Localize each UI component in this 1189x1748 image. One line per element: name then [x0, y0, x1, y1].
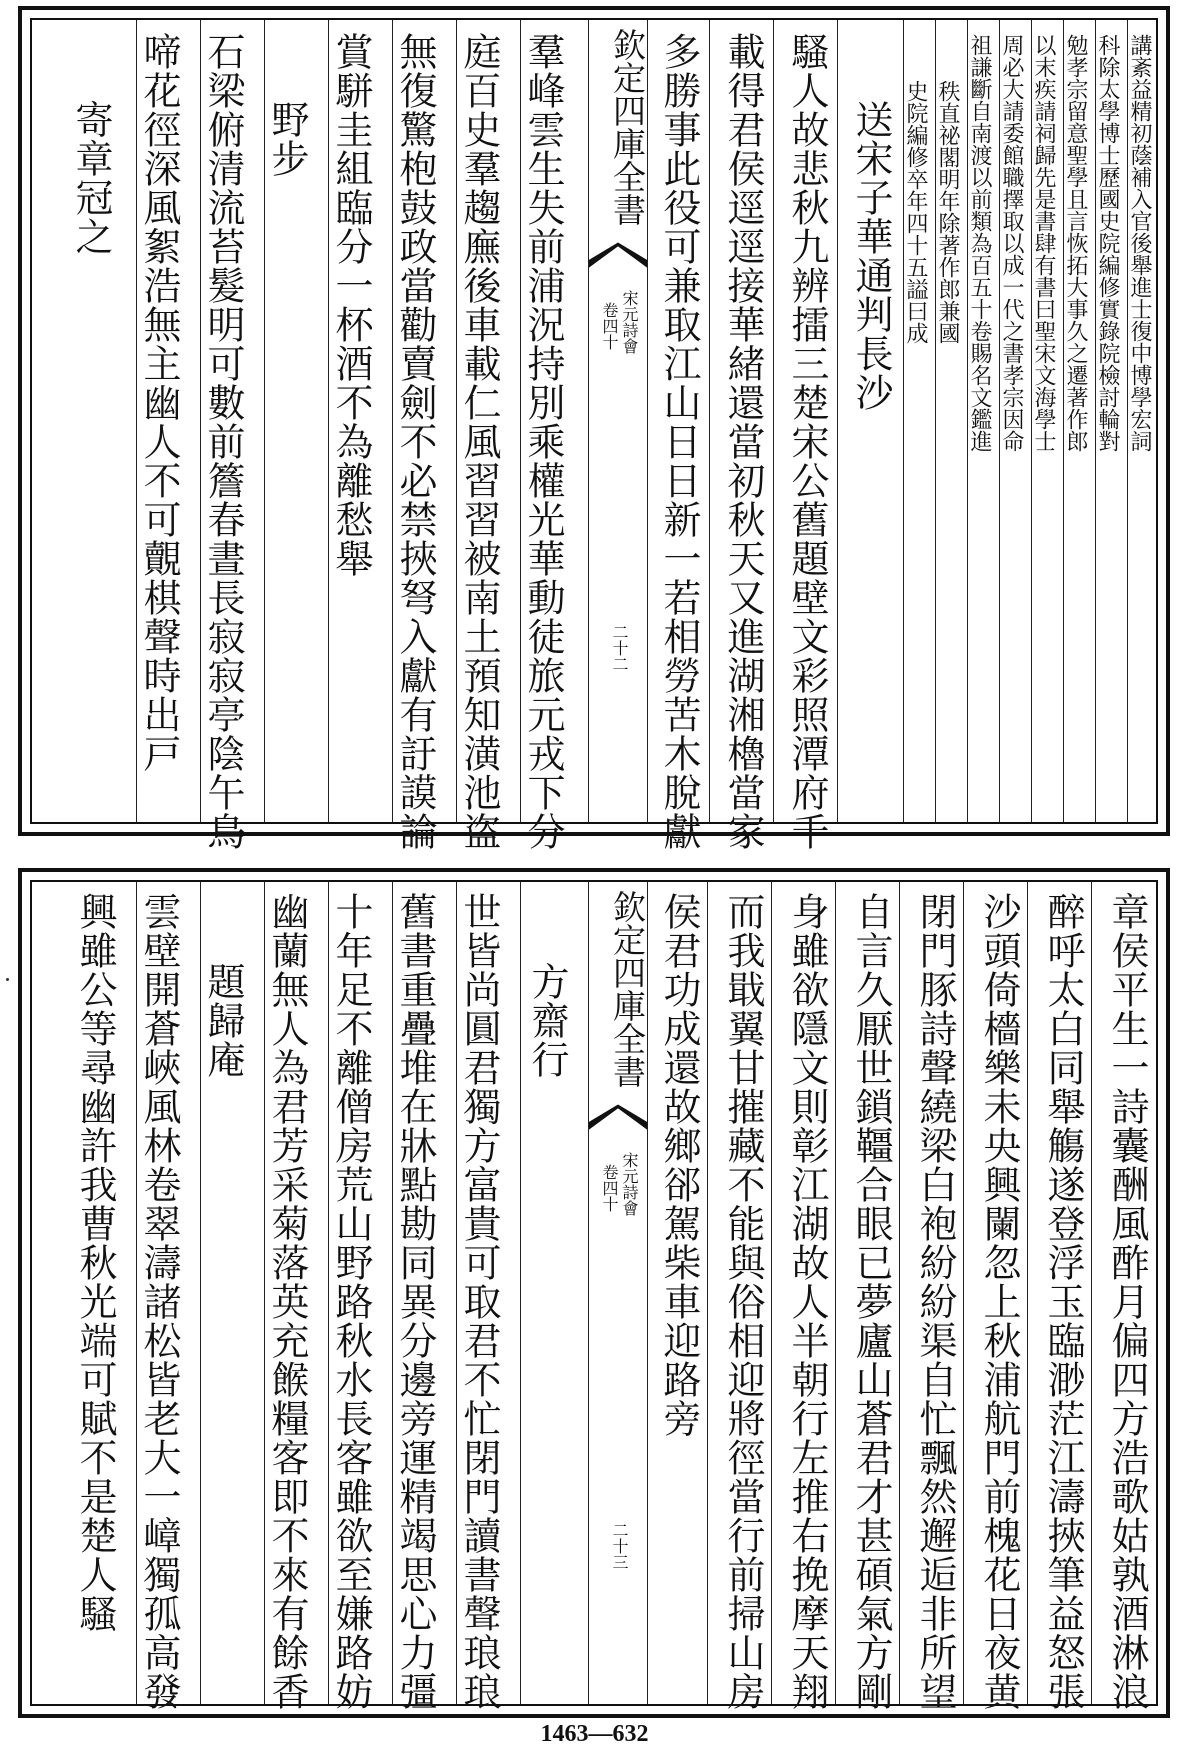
- poem-line-1: 騷人故悲秋九辨擂三楚宋公舊題壁文彩照潭府千: [785, 32, 829, 851]
- poem-line-11: 醉呼太白同舉觴遂登浮玉臨渺茫江濤挾筆益怒張: [1041, 892, 1085, 1711]
- note-line-8: 史院編修卒年四十五謚曰成: [903, 80, 928, 344]
- note-line-1: 講紊益精初蔭補入官後舉進士復中博學宏詞: [1127, 34, 1152, 452]
- spine-title: 欽定四庫全書: [608, 890, 647, 1088]
- poem-line-12: 沙頭倚檣樂未央興闌忽上秋浦航門前槐花日夜黄: [977, 892, 1021, 1711]
- bottom-page: [18, 868, 1170, 1718]
- scan-speck: [6, 978, 9, 981]
- poem-line-19: 舊書重疊堆在牀點勘同異分邊旁運精竭思心力彊: [393, 892, 437, 1711]
- poem-title-zhang-guanzhi: 寄章冠之: [69, 100, 113, 256]
- bottom-page-frame: [30, 880, 1158, 1711]
- poem-line-21: 幽蘭無人為君芳采菊落英充餱糧客即不來有餘香: [265, 892, 309, 1711]
- note-line-7: 秩直祕閣明年除著作郎兼國: [935, 80, 960, 344]
- poem-line-20: 十年足不離僧房荒山野路秋水長客雖欲至嫌路妨: [329, 892, 373, 1711]
- poem-title-guian: 題歸庵: [201, 962, 245, 1079]
- poem-line-4: 羣峰雲生失前浦況持別乘權光華動徒旅元戎下分: [521, 32, 565, 851]
- poem-title-yebu: 野步: [265, 100, 309, 178]
- poem-line-15: 身雖欲隱文則彰江湖故人半朝行左推右挽摩天翔: [785, 892, 829, 1711]
- note-line-5: 周必大請委館職擇取以成一代之書孝宗因命: [999, 34, 1024, 452]
- bottom-spine: [588, 882, 648, 1704]
- poem-line-18: 世皆尚圓君獨方富貴可取君不忙閉門讀書聲琅琅: [457, 892, 501, 1711]
- poem-title-fangzhai: 方齋行: [525, 962, 569, 1079]
- spine-title: 欽定四庫全書: [608, 28, 647, 226]
- poem-line-8: 石梁俯清流苔髮明可數前簷春晝長寂寂亭陰午鳥: [201, 32, 245, 851]
- fish-tail-icon: [589, 242, 647, 270]
- top-spine: [588, 20, 648, 822]
- spine-book: 宋元詩會: [620, 1152, 639, 1216]
- note-line-2: 科除太學博士歷國史院編修實錄院檢討輪對: [1095, 34, 1120, 452]
- poem-line-3: 多勝事此役可兼取江山日日新一若相勞苦木脫獻: [657, 32, 701, 851]
- poem-line-13: 閉門豚詩聲繞梁白袍紛紛渠自忙飄然邂逅非所望: [913, 892, 957, 1711]
- spine-volume: 卷四十: [600, 1164, 619, 1212]
- page-footer-number: 1463—632: [540, 1721, 649, 1747]
- fish-tail-icon: [589, 1104, 647, 1132]
- poem-line-5: 庭百史羣趨廡後車載仁風習習被南土預知潢池盗: [457, 32, 501, 851]
- poem-line-22: 雲壁開蒼峽風林卷翠濤諸松皆老大一嶂獨孤高發: [137, 892, 181, 1711]
- poem-line-23: 興雖公等尋幽許我曹秋光端可賦不是楚人騷: [73, 892, 117, 1633]
- note-line-4: 以末疾請祠歸先是書肆有書曰聖宋文海學士: [1031, 34, 1056, 452]
- poem-line-7: 賞駢圭組臨分一杯酒不為離愁舉: [329, 32, 373, 578]
- poem-line-16: 而我戢翼甘摧藏不能與俗相迎將徑當行前掃山房: [721, 892, 765, 1711]
- poem-line-17: 侯君功成還故鄉郤駕柴車迎路旁: [657, 892, 701, 1438]
- note-line-6: 祖謙斷自南渡以前類為百五十卷賜名文鑑進: [967, 34, 992, 452]
- note-line-3: 勉孝宗留意聖學且言恢拓大事久之遷著作郎: [1063, 34, 1088, 452]
- poem-line-9: 啼花徑深風絮浩無主幽人不可覿棋聲時出戸: [137, 32, 181, 773]
- spine-volume: 卷四十: [600, 302, 619, 350]
- poem-line-10: 章侯平生一詩囊酬風酢月偏四方浩歌姑孰酒淋浪: [1105, 892, 1149, 1711]
- poem-title-song-zihua: 送宋子華通判長沙: [849, 100, 893, 412]
- poem-line-14: 自言久厭世鎖韁合眼已夢廬山蒼君才甚碩氣方剛: [849, 892, 893, 1711]
- top-page: [18, 6, 1170, 851]
- spine-page: 二十二: [610, 624, 629, 672]
- spine-book: 宋元詩會: [620, 290, 639, 354]
- poem-line-2: 載得君侯逕逕接華緒還當初秋天又進湖湘櫓當家: [721, 32, 765, 851]
- poem-line-6: 無復驚枹鼓政當勸賣劍不必禁挾弩入獻有訏謨論: [393, 32, 437, 851]
- top-page-frame: [30, 18, 1158, 851]
- spine-page: 二十三: [610, 1522, 629, 1570]
